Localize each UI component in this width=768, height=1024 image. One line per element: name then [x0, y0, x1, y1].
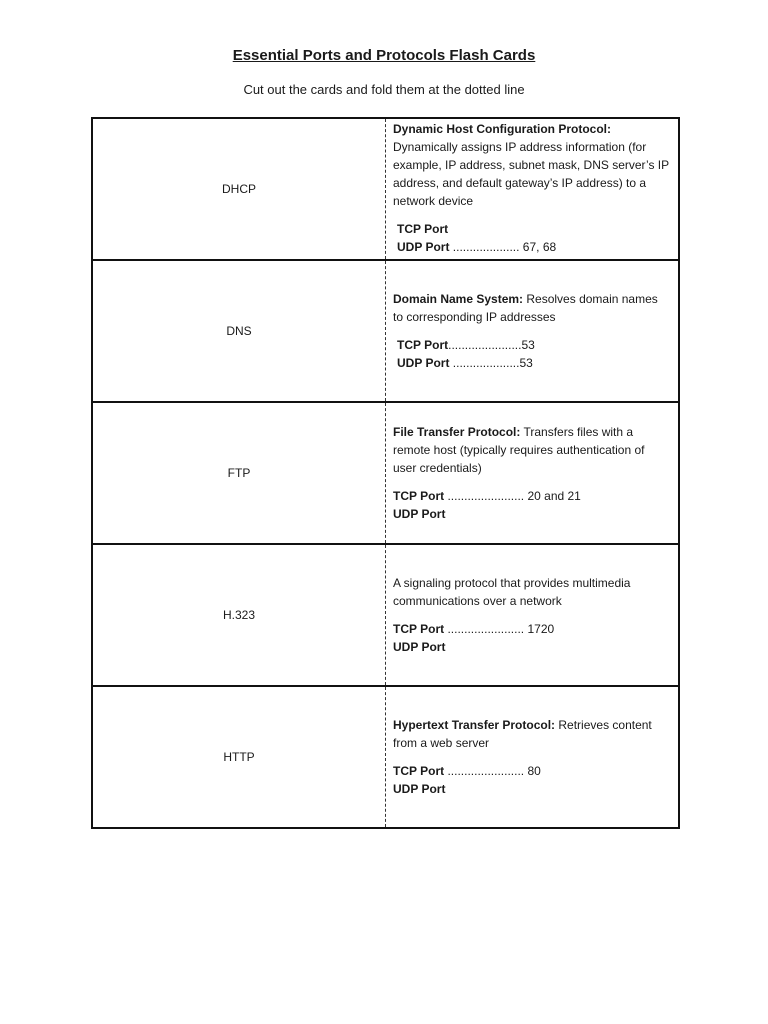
page-title: Essential Ports and Protocols Flash Cards [232, 47, 536, 64]
udp-port-label: UDP Port [397, 356, 450, 370]
card-description [393, 716, 670, 752]
card-description-text: Dynamically assigns IP address information (for example, IP address, subnet mask, DNS server’s IP address, and default gateway’s IP address) to a network device [393, 140, 669, 208]
flash-card-table [91, 117, 680, 829]
card-ports [393, 620, 670, 656]
card-ports [393, 762, 670, 798]
udp-port-line [393, 780, 670, 798]
udp-port-line [397, 354, 670, 372]
tcp-port-label: TCP Port [393, 622, 445, 636]
tcp-port-value: ....................... 1720 [444, 622, 555, 636]
card-detail [386, 261, 678, 401]
flash-card-dns [93, 259, 678, 401]
card-ports [393, 336, 670, 372]
tcp-port-value: ....................... 20 and 21 [444, 489, 581, 503]
card-acronym: DNS [93, 261, 386, 401]
flash-card-dhcp [93, 119, 678, 259]
card-detail [386, 687, 678, 827]
card-term: Domain Name System: [393, 292, 524, 306]
card-term: Hypertext Transfer Protocol: [393, 718, 556, 732]
tcp-port-label: TCP Port [397, 222, 449, 236]
udp-port-value: .................... 67, 68 [449, 240, 557, 254]
tcp-port-value: ....................... 80 [444, 764, 541, 778]
udp-port-label: UDP Port [393, 782, 446, 796]
card-description [393, 423, 670, 477]
card-ports [393, 220, 670, 256]
card-term: Dynamic Host Configuration Protocol: [393, 122, 612, 136]
udp-port-label: UDP Port [393, 507, 446, 521]
udp-port-label: UDP Port [397, 240, 450, 254]
instructions: Cut out the cards and fold them at the dotted line [243, 82, 525, 97]
card-acronym: FTP [93, 403, 386, 543]
tcp-port-line [397, 336, 670, 354]
udp-port-line [393, 638, 670, 656]
card-ports [393, 487, 670, 523]
flash-card-h323 [93, 543, 678, 685]
tcp-port-label: TCP Port [397, 338, 449, 352]
card-acronym: HTTP [93, 687, 386, 827]
card-description-text: Resolves domain names to corresponding IP addresses [393, 292, 658, 324]
flash-card-http [93, 685, 678, 827]
tcp-port-line [397, 220, 670, 238]
card-term: File Transfer Protocol: [393, 425, 521, 439]
card-detail [386, 403, 678, 543]
flash-card-ftp [93, 401, 678, 543]
tcp-port-line [393, 620, 670, 638]
card-acronym: DHCP [93, 119, 386, 259]
card-detail [386, 119, 678, 259]
card-description [393, 574, 670, 610]
card-description-text: A signaling protocol that provides multimedia communications over a network [393, 576, 631, 608]
tcp-port-label: TCP Port [393, 489, 445, 503]
tcp-port-value: ......................53 [448, 338, 535, 352]
card-description-text: Transfers files with a remote host (typically requires authentication of user credentials) [393, 425, 645, 475]
tcp-port-line [393, 487, 670, 505]
tcp-port-line [393, 762, 670, 780]
udp-port-line [397, 238, 670, 256]
tcp-port-label: TCP Port [393, 764, 445, 778]
card-description [393, 120, 670, 210]
card-description [393, 290, 670, 326]
card-description-text: Retrieves content from a web server [393, 718, 652, 750]
udp-port-value: ....................53 [449, 356, 533, 370]
udp-port-line [393, 505, 670, 523]
card-detail [386, 545, 678, 685]
udp-port-label: UDP Port [393, 640, 446, 654]
card-acronym: H.323 [93, 545, 386, 685]
